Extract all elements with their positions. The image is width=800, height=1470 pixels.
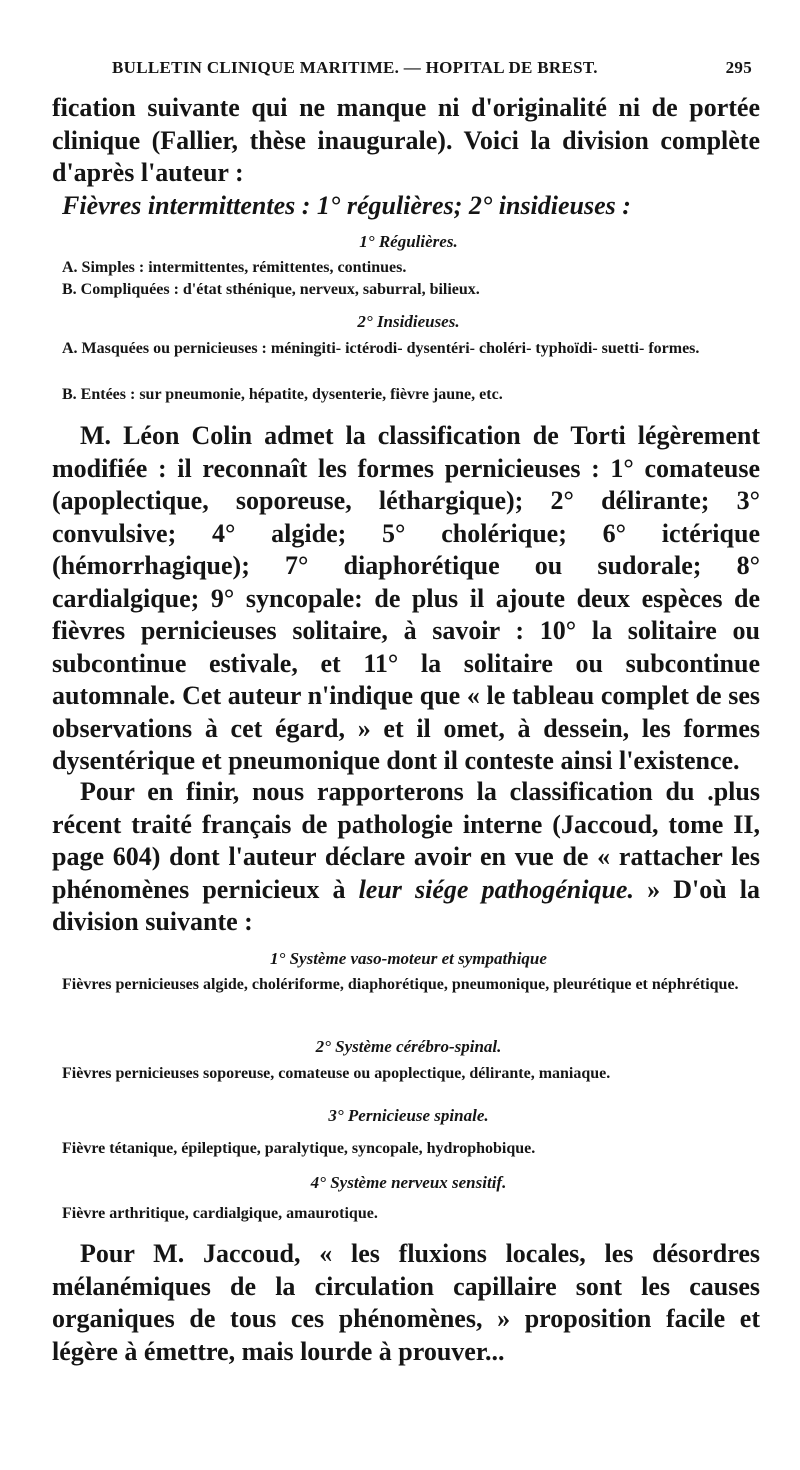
page-number: 295 bbox=[725, 58, 752, 77]
system-1-text: Fièvres pernicieuses algide, cholériforme, diaphorétique, pneumonique, pleurétique et néphrétique. bbox=[62, 976, 739, 993]
regular-simple-item: A. Simples : intermittentes, rémittentes, continues. bbox=[62, 259, 407, 276]
header-title: BULLETIN CLINIQUE MARITIME. — HOPITAL DE BREST. bbox=[112, 58, 598, 77]
system-3-heading: 3° Pernicieuse spinale. bbox=[328, 1106, 489, 1125]
system-3-text: Fièvre tétanique, épileptique, paralytique, syncopale, hydrophobique. bbox=[62, 1140, 536, 1157]
paragraph-leon-colin: M. Léon Colin admet la classification de Torti légèrement modifiée : il reconnaît les formes pernicieuses : 1° comateuse (apoplectique, soporeuse, léthargique); 2° délirante; 3° convulsive; 4° algide; 5° cholérique; 6° ictérique (hémorrhagique); 7° diaphorétique ou sudorale; 8° cardialgique; 9° syncopale: de plus il ajoute deux espèces de fièvres pernicieuses solitaire, à savoir : 10° la solitaire ou subcontinue estivale, et 11° la solitaire ou subcontinue automnale. Cet auteur n'indique que « le tableau complet de ses observations à cet égard, » et il omet, à dessein, les formes dysentérique et pneumonique dont il conteste ainsi l'existence. bbox=[52, 421, 760, 775]
system-1-heading: 1° Système vaso-moteur et sympathique bbox=[270, 949, 547, 968]
paragraph-text-italic: leur siége pathogénique. bbox=[358, 874, 634, 904]
paragraph-intro: fication suivante qui ne manque ni d'originalité ni de portée clinique (Fallier, thèse inaugurale). Voici la division complète d'après l'auteur : bbox=[52, 93, 760, 187]
paragraph-jaccoud-classification bbox=[52, 776, 760, 939]
regular-fevers-heading: 1° Régulières. bbox=[359, 232, 458, 251]
paragraph-text-part1: Pour en finir, nous rapporterons la classification du .plus récent traité français de pathologie interne (Jaccoud, tome II, page 604) dont l'auteur déclare avoir en vue de « rattacher les phénomènes pernicieux à bbox=[52, 777, 760, 904]
system-2-heading: 2° Système cérébro-spinal. bbox=[315, 1037, 502, 1056]
system-4-heading: 4° Système nerveux sensitif. bbox=[310, 1173, 507, 1192]
insidious-grafted-item: B. Entées : sur pneumonie, hépatite, dysenterie, fièvre jaune, etc. bbox=[62, 386, 503, 403]
regular-complicated-item: B. Compliquées : d'état sthénique, nerveux, saburral, bilieux. bbox=[62, 281, 480, 298]
insidious-masked-item: A. Masquées ou pernicieuses : méningiti- ictérodi- dysentéri- choléri- typhoïdi- suetti- formes. bbox=[62, 340, 700, 357]
paragraph-conclusion: Pour M. Jaccoud, « les fluxions locales, les désordres mélanémiques de la circulation capillaire sont les causes organiques de tous ces phénomènes, » proposition facile et légère à émettre, mais lourde à prouver... bbox=[52, 1239, 760, 1366]
running-header bbox=[112, 58, 752, 84]
system-4-text: Fièvre arthritique, cardialgique, amaurotique. bbox=[62, 1205, 378, 1222]
fevers-heading: Fièvres intermittentes : 1° régulières; 2° insidieuses : bbox=[62, 191, 631, 220]
system-2-text: Fièvres pernicieuses soporeuse, comateuse ou apoplectique, délirante, maniaque. bbox=[62, 1065, 611, 1082]
insidious-fevers-heading: 2° Insidieuses. bbox=[357, 312, 460, 331]
paragraph-text-part2: » D'où la division suivante : bbox=[52, 874, 761, 936]
